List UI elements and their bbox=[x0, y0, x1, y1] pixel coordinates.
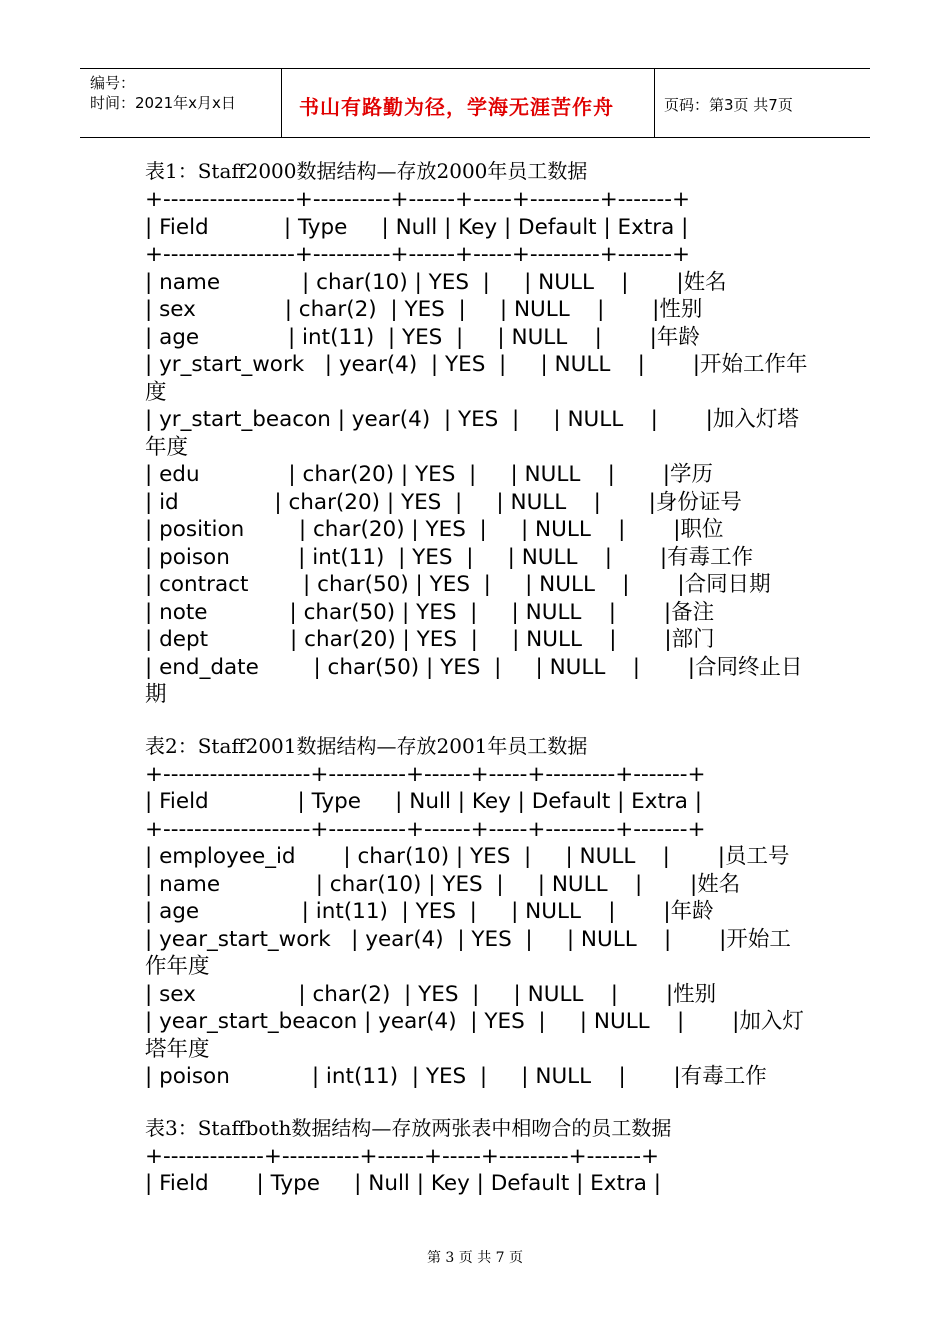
schema-line: | age | int(11) | YES | | NULL | |年龄 bbox=[145, 324, 700, 350]
schema-line: | dept | char(20) | YES | | NULL | |部门 bbox=[145, 627, 715, 652]
schema-line: | Field | Type | Null | Key | Default | Extra | bbox=[145, 789, 703, 814]
header-divider bbox=[281, 69, 282, 137]
schema-line: | poison | int(11) | YES | | NULL | |有毒工作 bbox=[145, 1064, 767, 1089]
schema-line: | end_date | char(50) | YES | | NULL | |合同终止日期 bbox=[145, 654, 803, 707]
schema-line: | yr_start_beacon | year(4) | YES | | NULL | |加入灯塔年度 bbox=[145, 407, 799, 460]
page-footer: 第 3 页 共 7 页 bbox=[426, 1250, 524, 1266]
schema-line: | name | char(10) | YES | | NULL | |姓名 bbox=[145, 871, 741, 897]
schema-line: | sex | char(2) | YES | | NULL | |性别 bbox=[145, 981, 717, 1007]
schema-line: | name | char(10) | YES | | NULL | |姓名 bbox=[145, 269, 727, 295]
table1-caption: 表1：Staff2000数据结构—存放2000年员工数据 bbox=[145, 159, 588, 183]
schema-line: | edu | char(20) | YES | | NULL | |学历 bbox=[145, 462, 713, 487]
schema-line: | poison | int(11) | YES | | NULL | |有毒工作 bbox=[145, 544, 754, 570]
schema-line: | position | char(20) | YES | | NULL | |职位 bbox=[145, 517, 724, 542]
schema-line: | Field | Type | Null | Key | Default | Extra | bbox=[145, 214, 689, 240]
header-meta bbox=[90, 73, 236, 113]
schema-line: | year_start_work | year(4) | YES | | NULL | |开始工作年度 bbox=[145, 926, 791, 979]
schema-line: +-------------------+----------+------+-----+---------+-------+ bbox=[145, 761, 706, 787]
schema-line: | yr_start_work | year(4) | YES | | NULL | |开始工作年度 bbox=[145, 352, 808, 405]
header-page-number: 页码：第3页 共7页 bbox=[664, 96, 793, 114]
schema-line: +-------------+----------+------+-----+---------+-------+ bbox=[145, 1143, 660, 1169]
table1-schema bbox=[145, 186, 810, 709]
table3-schema bbox=[145, 1143, 810, 1198]
schema-line: | sex | char(2) | YES | | NULL | |性别 bbox=[145, 297, 703, 322]
schema-line: | year_start_beacon | year(4) | YES | | NULL | |加入灯塔年度 bbox=[145, 1009, 804, 1062]
schema-line: | id | char(20) | YES | | NULL | |身份证号 bbox=[145, 489, 742, 515]
table3-caption: 表3：Staffboth数据结构—存放两张表中相吻合的员工数据 bbox=[145, 1115, 672, 1140]
header-divider bbox=[654, 69, 655, 137]
schema-line: | age | int(11) | YES | | NULL | |年龄 bbox=[145, 899, 714, 924]
schema-line: +-----------------+----------+------+-----+---------+-------+ bbox=[145, 242, 691, 267]
schema-line: | employee_id | char(10) | YES | | NULL | |员工号 bbox=[145, 844, 790, 869]
page-header bbox=[80, 68, 870, 138]
schema-line: | note | char(50) | YES | | NULL | |备注 bbox=[145, 599, 715, 625]
schema-line: | Field | Type | Null | Key | Default | Extra | bbox=[145, 1171, 662, 1196]
header-motto: 书山有路勤为径，学海无涯苦作舟 bbox=[299, 95, 614, 119]
schema-line: +-----------------+----------+------+-----+---------+-------+ bbox=[145, 187, 691, 212]
schema-line: | contract | char(50) | YES | | NULL | |合同日期 bbox=[145, 572, 771, 597]
table2-caption: 表2：Staff2001数据结构—存放2001年员工数据 bbox=[145, 733, 588, 758]
document-body bbox=[145, 156, 810, 1198]
table2-schema bbox=[145, 761, 810, 1091]
header-time: 时间：2021年x月x日 bbox=[90, 94, 236, 112]
header-number: 编号： bbox=[90, 74, 136, 92]
schema-line: +-------------------+----------+------+-----+---------+-------+ bbox=[145, 816, 706, 842]
